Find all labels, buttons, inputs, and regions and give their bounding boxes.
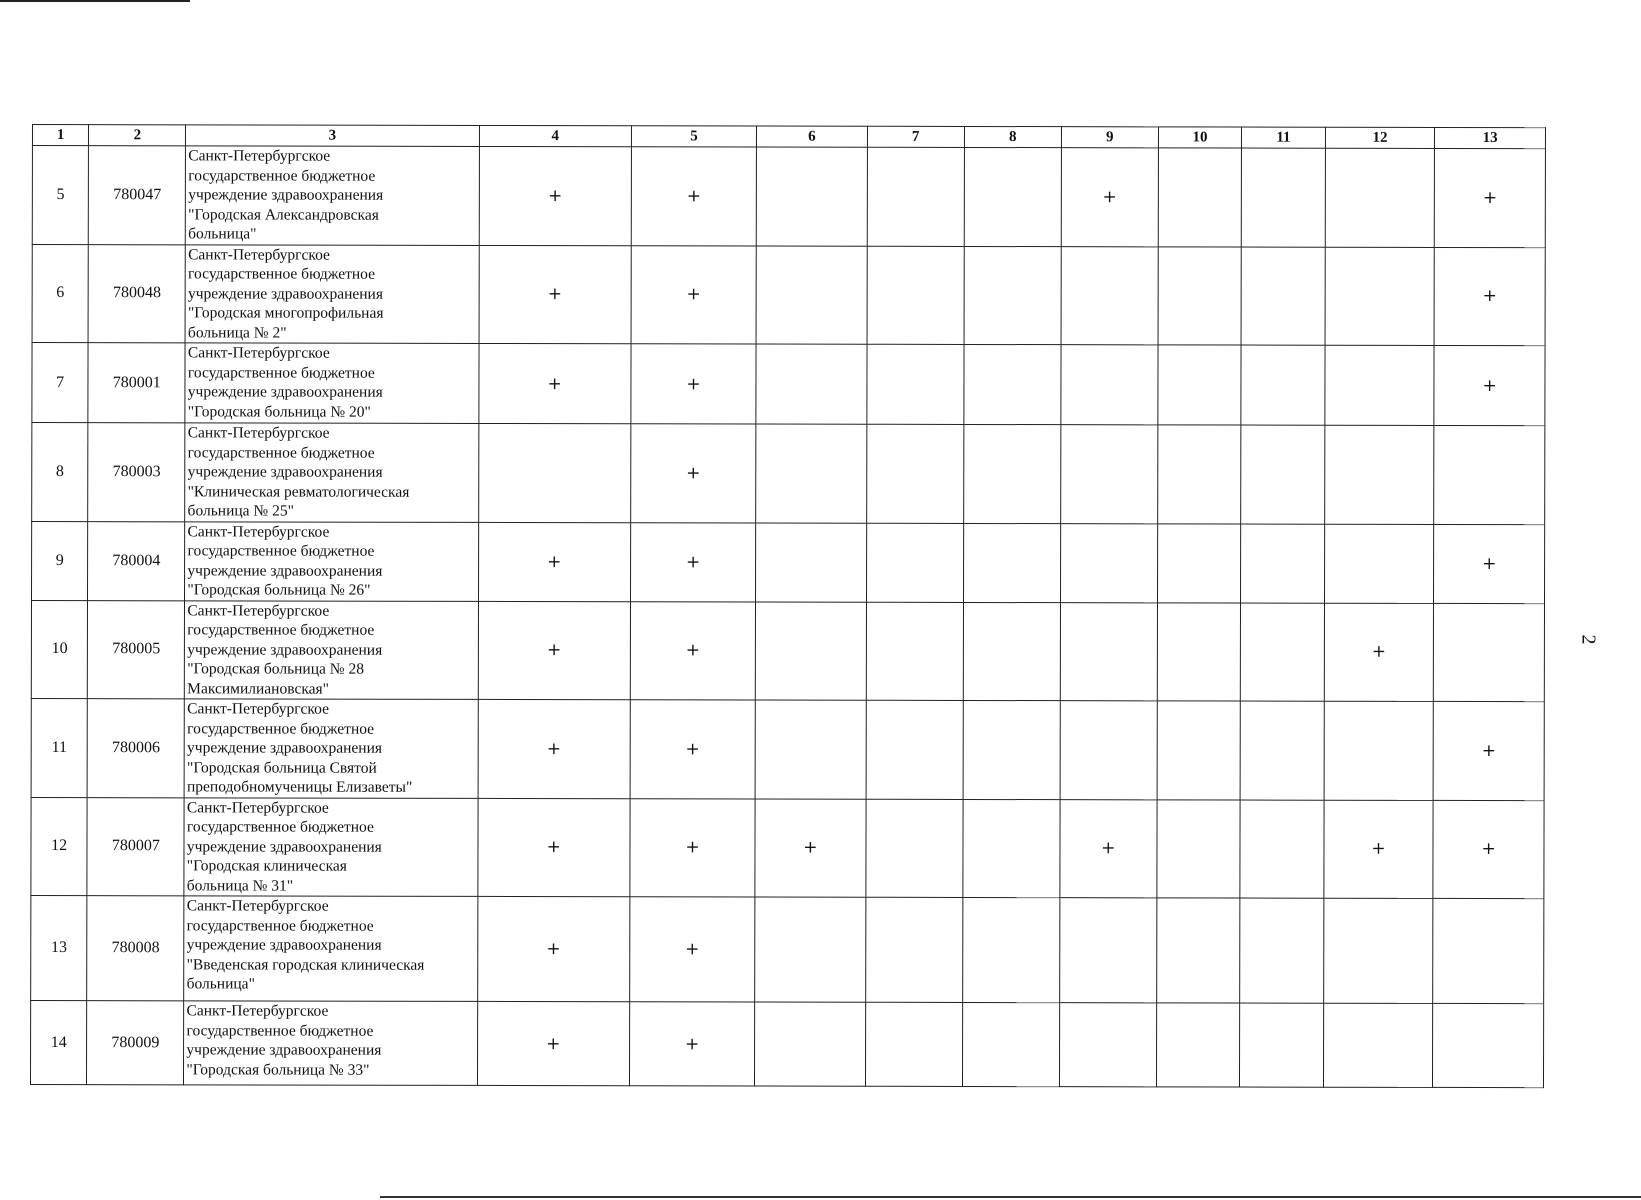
mark-cell-col-13 bbox=[1433, 898, 1544, 1003]
mark-cell-col-11 bbox=[1241, 524, 1325, 603]
mark-cell-col-6 bbox=[756, 344, 867, 424]
mark-cell-col-7 bbox=[867, 344, 964, 424]
header-cell: 9 bbox=[1061, 127, 1158, 148]
table-row bbox=[32, 521, 1545, 603]
mark-cell-col-11 bbox=[1240, 701, 1324, 800]
mark-cell-col-5: + bbox=[630, 897, 755, 1002]
row-number-cell: 5 bbox=[32, 146, 89, 245]
table-row bbox=[31, 600, 1544, 702]
mark-cell-col-7 bbox=[865, 1002, 962, 1086]
registry-code-cell: 780003 bbox=[88, 423, 185, 522]
institution-name-cell bbox=[186, 146, 479, 245]
mark-cell-col-8 bbox=[963, 602, 1060, 701]
mark-cell-col-12 bbox=[1323, 1003, 1433, 1087]
mark-cell-col-7 bbox=[867, 147, 964, 246]
institutions-table bbox=[30, 124, 1546, 1088]
registry-code-cell: 780009 bbox=[87, 1001, 184, 1085]
registry-code-cell: 780006 bbox=[87, 699, 184, 798]
table-row bbox=[31, 797, 1544, 899]
institution-name-cell bbox=[184, 699, 477, 798]
mark-cell-col-12 bbox=[1324, 701, 1434, 800]
registry-code-cell: 780008 bbox=[87, 896, 184, 1001]
mark-cell-col-5: + bbox=[631, 344, 756, 424]
header-cell: 8 bbox=[964, 126, 1061, 147]
mark-cell-col-12: + bbox=[1324, 603, 1434, 702]
mark-cell-col-5: + bbox=[629, 1002, 754, 1086]
mark-cell-col-9: + bbox=[1060, 799, 1157, 898]
scan-edge-top bbox=[0, 0, 190, 2]
mark-cell-col-11 bbox=[1240, 800, 1324, 899]
row-number-cell: 8 bbox=[32, 423, 89, 522]
mark-cell-col-8 bbox=[963, 523, 1060, 602]
mark-cell-col-11 bbox=[1241, 247, 1325, 346]
header-cell: 2 bbox=[89, 125, 186, 146]
mark-cell-col-12 bbox=[1324, 524, 1434, 603]
mark-cell-col-11 bbox=[1241, 345, 1325, 425]
mark-cell-col-13: + bbox=[1434, 345, 1545, 425]
institution-name-cell bbox=[184, 896, 477, 1002]
mark-cell-col-7 bbox=[866, 424, 963, 523]
mark-cell-col-9 bbox=[1059, 1003, 1156, 1087]
mark-cell-col-11 bbox=[1241, 603, 1325, 702]
mark-cell-col-7 bbox=[866, 523, 963, 602]
mark-cell-col-9 bbox=[1060, 602, 1157, 701]
mark-cell-col-10 bbox=[1157, 523, 1241, 602]
mark-cell-col-5: + bbox=[631, 147, 756, 246]
mark-cell-col-11 bbox=[1241, 425, 1325, 524]
table-row bbox=[32, 423, 1545, 525]
mark-cell-col-7 bbox=[865, 897, 962, 1002]
mark-cell-col-13 bbox=[1433, 1003, 1544, 1087]
mark-cell-col-12 bbox=[1325, 345, 1435, 425]
mark-cell-col-8 bbox=[962, 897, 1059, 1002]
mark-cell-col-8 bbox=[963, 799, 1060, 898]
scan-edge-bottom bbox=[380, 1196, 1641, 1198]
mark-cell-col-13: + bbox=[1434, 247, 1545, 346]
mark-cell-col-10 bbox=[1157, 602, 1241, 701]
mark-cell-col-10 bbox=[1156, 898, 1240, 1003]
institution-name-cell bbox=[185, 244, 478, 343]
mark-cell-col-7 bbox=[866, 602, 963, 701]
institution-name-text: Санкт-Петербургское государственное бюджетное учреждение здравоохранения "Городская многопрофильная больница № 2" bbox=[187, 245, 384, 342]
table-body bbox=[30, 146, 1545, 1088]
mark-cell-col-6 bbox=[756, 424, 867, 523]
header-cell: 11 bbox=[1242, 127, 1326, 148]
mark-cell-col-7 bbox=[867, 246, 964, 345]
mark-cell-col-8 bbox=[963, 424, 1060, 523]
mark-cell-col-6 bbox=[755, 897, 866, 1002]
mark-cell-col-13 bbox=[1434, 425, 1545, 524]
mark-cell-col-8 bbox=[962, 1002, 1059, 1086]
mark-cell-col-7 bbox=[866, 799, 963, 898]
row-number-cell: 12 bbox=[31, 797, 88, 896]
header-cell: 12 bbox=[1325, 127, 1435, 148]
institution-name-text: Санкт-Петербургское государственное бюджетное учреждение здравоохранения "Городская клиническая больница № 31" bbox=[186, 798, 382, 895]
header-cell: 4 bbox=[479, 125, 631, 146]
mark-cell-col-9 bbox=[1060, 523, 1157, 602]
institution-name-text: Санкт-Петербургское государственное бюджетное учреждение здравоохранения "Городская больница № 26" bbox=[187, 522, 383, 599]
mark-cell-col-8 bbox=[964, 147, 1061, 246]
mark-cell-col-6 bbox=[755, 700, 866, 799]
mark-cell-col-6 bbox=[755, 1002, 866, 1086]
mark-cell-col-9 bbox=[1061, 345, 1158, 425]
mark-cell-col-4: + bbox=[478, 601, 631, 700]
mark-cell-col-4: + bbox=[478, 699, 631, 798]
table-row bbox=[30, 1000, 1543, 1087]
mark-cell-col-11 bbox=[1242, 148, 1326, 247]
mark-cell-col-4: + bbox=[478, 343, 630, 423]
institution-name-text: Санкт-Петербургское государственное бюджетное учреждение здравоохранения "Клиническая ревматологическая больница № 25" bbox=[187, 424, 410, 520]
row-number-cell: 9 bbox=[32, 521, 89, 600]
institution-name-text: Санкт-Петербургское государственное бюджетное учреждение здравоохранения "Введенская городская клиническая больница" bbox=[186, 897, 425, 993]
mark-cell-col-6 bbox=[756, 147, 867, 246]
mark-cell-col-6 bbox=[755, 602, 866, 701]
page-number: 2 bbox=[1577, 634, 1600, 645]
mark-cell-col-12 bbox=[1324, 425, 1434, 524]
mark-cell-col-9 bbox=[1059, 898, 1156, 1003]
institution-name-text: Санкт-Петербургское государственное бюджетное учреждение здравоохранения "Городская Александровская больница" bbox=[188, 147, 384, 243]
header-cell: 10 bbox=[1158, 127, 1242, 148]
mark-cell-col-5: + bbox=[631, 245, 756, 344]
header-cell: 3 bbox=[186, 125, 479, 147]
mark-cell-col-9 bbox=[1061, 246, 1158, 345]
mark-cell-col-11 bbox=[1240, 898, 1324, 1003]
header-cell: 13 bbox=[1435, 127, 1546, 148]
registry-code-cell: 780047 bbox=[89, 146, 186, 245]
mark-cell-col-8 bbox=[963, 700, 1060, 799]
mark-cell-col-7 bbox=[866, 700, 963, 799]
mark-cell-col-13 bbox=[1434, 603, 1545, 702]
mark-cell-col-6 bbox=[756, 523, 867, 602]
institution-name-text: Санкт-Петербургское государственное бюджетное учреждение здравоохранения "Городская больница Святой преподобномученицы Елизаветы" bbox=[186, 700, 413, 796]
mark-cell-col-4 bbox=[478, 423, 631, 522]
table-row bbox=[32, 343, 1545, 426]
mark-cell-col-4: + bbox=[477, 1001, 630, 1085]
mark-cell-col-5: + bbox=[630, 700, 755, 799]
registry-code-cell: 780004 bbox=[88, 521, 185, 600]
row-number-cell: 7 bbox=[32, 343, 89, 423]
institution-name-text: Санкт-Петербургское государственное бюджетное учреждение здравоохранения "Городская больница № 20" bbox=[187, 344, 383, 421]
row-number-cell: 6 bbox=[32, 244, 89, 343]
row-number-cell: 10 bbox=[31, 600, 88, 699]
institution-name-cell bbox=[185, 343, 478, 424]
registry-code-cell: 780001 bbox=[88, 343, 185, 423]
institution-name-text: Санкт-Петербургское государственное бюджетное учреждение здравоохранения "Городская больница № 33" bbox=[186, 1002, 382, 1079]
mark-cell-col-10 bbox=[1157, 425, 1241, 524]
mark-cell-col-9 bbox=[1060, 425, 1157, 524]
institution-name-text: Санкт-Петербургское государственное бюджетное учреждение здравоохранения "Городская больница № 28 Максимилиановская" bbox=[187, 601, 383, 698]
header-cell: 6 bbox=[757, 126, 868, 147]
registry-code-cell: 780005 bbox=[88, 600, 185, 699]
mark-cell-col-6: + bbox=[755, 799, 866, 898]
mark-cell-col-4: + bbox=[479, 245, 632, 344]
mark-cell-col-5: + bbox=[630, 522, 755, 601]
mark-cell-col-8 bbox=[964, 246, 1061, 345]
row-number-cell: 14 bbox=[30, 1000, 87, 1084]
mark-cell-col-13: + bbox=[1433, 701, 1544, 800]
mark-cell-col-12 bbox=[1325, 148, 1435, 247]
header-cell: 5 bbox=[631, 126, 756, 147]
mark-cell-col-4: + bbox=[479, 146, 632, 245]
row-number-cell: 13 bbox=[31, 895, 88, 1000]
mark-cell-col-9 bbox=[1060, 701, 1157, 800]
mark-cell-col-9: + bbox=[1061, 148, 1158, 247]
institution-name-cell bbox=[184, 797, 477, 896]
table-row bbox=[31, 895, 1544, 1003]
mark-cell-col-10 bbox=[1158, 148, 1242, 247]
mark-cell-col-10 bbox=[1157, 799, 1241, 898]
mark-cell-col-10 bbox=[1157, 701, 1241, 800]
mark-cell-col-4: + bbox=[477, 798, 630, 897]
mark-cell-col-13: + bbox=[1435, 148, 1546, 247]
table-row bbox=[32, 146, 1545, 248]
registry-code-cell: 780048 bbox=[88, 244, 185, 343]
table-row bbox=[31, 698, 1544, 800]
header-cell: 1 bbox=[32, 125, 88, 146]
row-number-cell: 11 bbox=[31, 698, 88, 797]
mark-cell-col-10 bbox=[1158, 246, 1242, 345]
institution-name-cell bbox=[184, 1001, 477, 1086]
table-row bbox=[32, 244, 1545, 346]
mark-cell-col-4: + bbox=[477, 896, 630, 1001]
mark-cell-col-8 bbox=[964, 344, 1061, 424]
mark-cell-col-4: + bbox=[478, 522, 630, 601]
mark-cell-col-5: + bbox=[631, 424, 756, 523]
mark-cell-col-13: + bbox=[1434, 524, 1545, 603]
mark-cell-col-11 bbox=[1240, 1003, 1324, 1087]
institution-name-cell bbox=[185, 600, 478, 699]
header-cell: 7 bbox=[867, 126, 964, 147]
mark-cell-col-5: + bbox=[630, 798, 755, 897]
institutions-table-wrapper bbox=[30, 124, 1546, 1088]
mark-cell-col-6 bbox=[756, 246, 867, 345]
mark-cell-col-12: + bbox=[1324, 800, 1434, 899]
mark-cell-col-12 bbox=[1325, 247, 1435, 346]
mark-cell-col-5: + bbox=[630, 601, 755, 700]
mark-cell-col-10 bbox=[1156, 1003, 1240, 1087]
mark-cell-col-13: + bbox=[1433, 800, 1544, 899]
mark-cell-col-12 bbox=[1323, 898, 1433, 1003]
institution-name-cell bbox=[185, 423, 478, 522]
mark-cell-col-10 bbox=[1158, 345, 1242, 425]
registry-code-cell: 780007 bbox=[87, 797, 184, 896]
institution-name-cell bbox=[185, 521, 478, 601]
